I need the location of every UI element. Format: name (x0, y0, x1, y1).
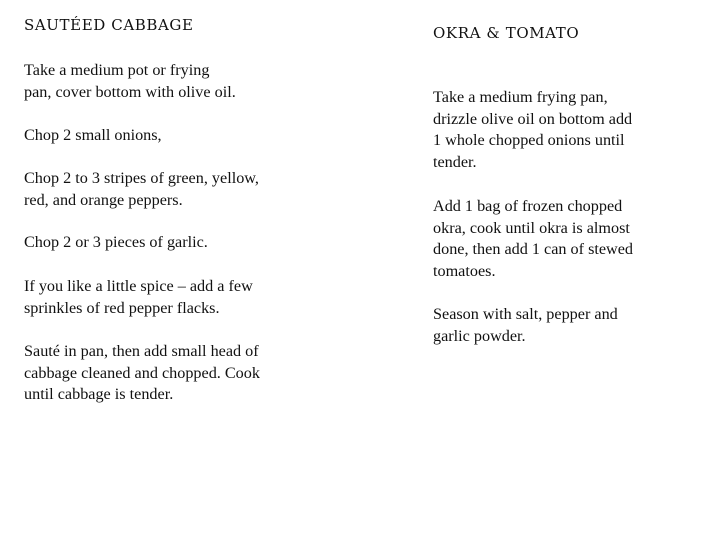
recipe-title: OKRA & TOMATO (433, 24, 580, 42)
recipe-title: SAUTÉED CABBAGE (24, 16, 194, 34)
step-cabbage: Sauté in pan, then add small head of cabbage cleaned and chopped. Cook until cabbage is tender. (24, 342, 260, 404)
step-onions: Chop 2 small onions, (24, 126, 162, 144)
step-garlic: Chop 2 or 3 pieces of garlic. (24, 233, 208, 251)
step-okra: Add 1 bag of frozen chopped okra, cook until okra is almost done, then add 1 can of stewed tomatoes. (433, 197, 634, 280)
step-oil: Take a medium pot or frying pan, cover bottom with olive oil. (24, 61, 236, 101)
step-onions: Take a medium frying pan, drizzle olive oil on bottom add 1 whole chopped onions until tender. (433, 88, 633, 171)
step-spice: If you like a little spice – add a few sprinkles of red pepper flacks. (24, 277, 253, 317)
step-peppers: Chop 2 to 3 stripes of green, yellow, red, and orange peppers. (24, 169, 259, 209)
step-season: Season with salt, pepper and garlic powder. (433, 305, 618, 345)
